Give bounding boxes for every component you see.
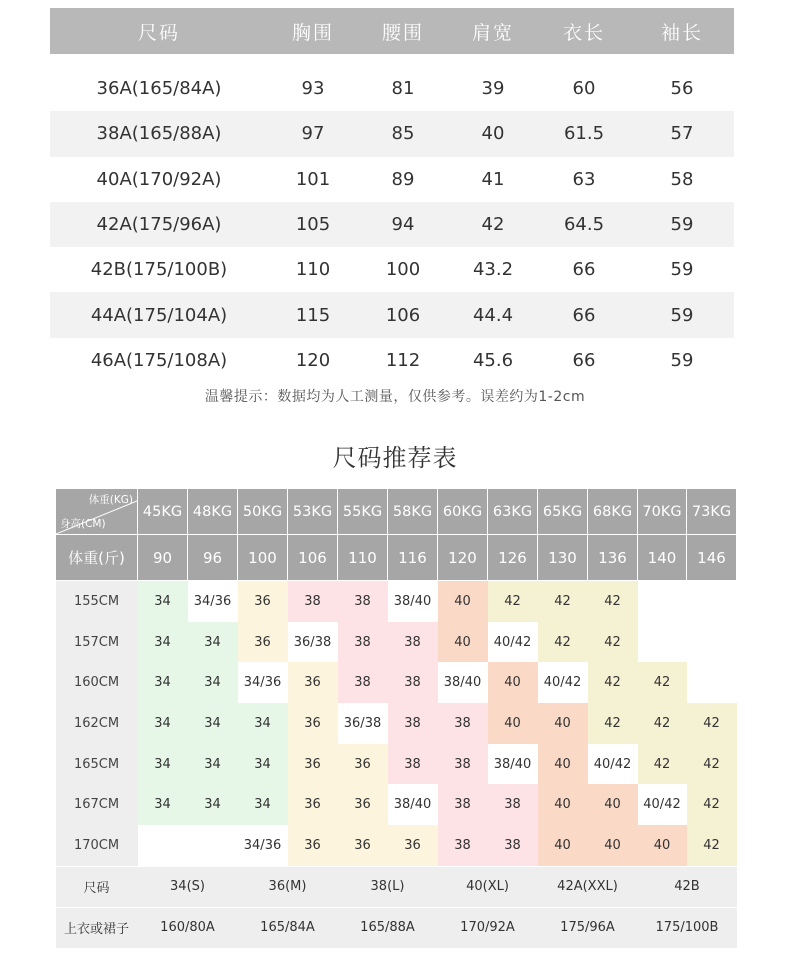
recommended-size-cell: 40 [438,622,488,663]
top-size-cell: 175/100B [638,907,737,948]
measurement-cell: 44.4 [448,292,538,337]
measurement-cell: 58 [670,168,694,190]
size-name-cell: 42A(XXL) [538,866,638,907]
recommended-size-cell: 40 [438,581,488,622]
recommended-size-cell: 36 [338,744,388,785]
recommended-size-cell: 34 [188,662,238,703]
recommended-size-cell [638,622,687,663]
measurement-cell: 85 [358,111,448,156]
height-row [56,662,737,703]
recommended-size-cell: 38 [488,784,538,825]
weight-kg-header: 55KG [338,489,388,535]
size-code-cell: 40A(170/92A) [96,168,222,190]
recommended-size-cell: 38/40 [388,784,438,825]
recommended-size-cell: 36 [338,784,388,825]
recommended-size-cell: 40/42 [588,744,638,785]
size-name-cell: 36(M) [238,866,338,907]
recommended-size-cell: 34 [238,744,288,785]
header-sleeve: 袖长 [630,8,734,54]
recommended-size-cell: 34 [138,581,188,622]
top-size-cell: 165/88A [338,907,438,948]
height-row [56,784,737,825]
tops-label-row [56,907,737,948]
size-code-cell: 44A(175/104A) [50,292,268,337]
size-table-row [50,247,734,292]
recommended-size-cell: 42 [687,744,737,785]
recommended-size-cell: 40 [588,784,638,825]
jin-label: 体重(斤) [56,535,138,581]
recommended-size-cell: 34/36 [238,662,288,703]
height-row [56,581,737,622]
measurement-cell: 59 [630,292,734,337]
weight-jin-header: 100 [238,535,288,581]
weight-kg-header: 65KG [538,489,588,535]
size-table-row [50,157,734,202]
recommended-size-cell: 34 [138,622,188,663]
recommended-size-cell: 34 [238,784,288,825]
measurement-cell: 93 [301,78,325,100]
weight-jin-header: 90 [138,535,188,581]
measurement-cell: 59 [670,259,694,281]
recommended-size-cell: 38 [388,744,438,785]
weight-jin-header: 136 [588,535,638,581]
recommended-size-cell: 38 [488,825,538,866]
recommended-size-cell: 38 [338,581,388,622]
recommended-size-cell: 34 [138,662,188,703]
size-table-row [50,111,734,156]
size-name-cell: 42B [638,866,737,907]
recommended-size-cell: 40 [588,825,638,866]
size-name-cell: 40(XL) [438,866,538,907]
size-code-cell: 46A(175/108A) [90,349,228,371]
recommended-size-cell: 38/40 [388,581,438,622]
size-table-row [50,66,734,111]
recommended-size-cell: 34/36 [188,581,238,622]
recommended-size-cell: 38 [438,744,488,785]
weight-jin-header: 110 [338,535,388,581]
measurement-note: 温馨提示：数据均为人工测量，仅供参考。误差约为1-2cm [204,389,586,405]
recommended-size-cell: 34 [188,703,238,744]
recommended-size-cell: 42 [638,703,687,744]
recommended-size-cell: 36 [288,784,338,825]
recommended-size-cell: 42 [588,662,638,703]
measurement-cell: 101 [295,168,331,190]
size-table-row [50,338,734,383]
recommendation-body [56,581,737,867]
size-table-body [50,54,734,383]
recommended-size-cell: 42 [588,622,638,663]
height-label: 162CM [56,703,138,744]
recommended-size-cell: 40/42 [538,662,588,703]
recommended-size-cell: 36 [288,703,338,744]
recommended-size-cell [687,662,737,703]
header-waist: 腰围 [358,8,448,54]
size-code-cell: 42B(175/100B) [90,259,228,281]
weight-kg-header: 48KG [188,489,238,535]
measurement-cell: 61.5 [538,111,630,156]
measurement-cell: 41 [481,168,505,190]
header-size: 尺码 [50,8,268,54]
top-size-cell: 160/80A [138,907,238,948]
size-code-cell: 38A(165/88A) [50,111,268,156]
weight-kg-header: 50KG [238,489,288,535]
measurement-cell: 112 [385,349,421,371]
height-label: 170CM [56,825,138,866]
recommended-size-cell: 34 [188,622,238,663]
recommended-size-cell: 40 [538,744,588,785]
weight-kg-header: 53KG [288,489,338,535]
recommended-size-cell: 42 [488,581,538,622]
measurement-cell: 66 [572,259,596,281]
recommended-size-cell: 34 [188,784,238,825]
weight-kg-header: 73KG [687,489,737,535]
measurement-cell: 81 [391,78,415,100]
header-length: 衣长 [538,8,630,54]
weight-jin-row [56,535,737,581]
recommended-size-cell: 40 [638,825,687,866]
recommended-size-cell: 38/40 [438,662,488,703]
size-code-cell: 36A(165/84A) [96,78,222,100]
recommended-size-cell: 40 [538,703,588,744]
height-label: 160CM [56,662,138,703]
measurement-cell: 63 [572,168,596,190]
size-table-row [50,202,734,247]
recommended-size-cell: 40/42 [488,622,538,663]
top-size-cell: 170/92A [438,907,538,948]
measurement-cell: 66 [572,349,596,371]
recommended-size-cell: 34 [238,703,288,744]
measurement-cell: 57 [630,111,734,156]
measurement-cell: 42 [448,202,538,247]
recommended-size-cell: 42 [638,744,687,785]
weight-kg-header: 63KG [488,489,538,535]
size-name-cell: 34(S) [138,866,238,907]
corner-height-label: 身高(CM) [60,518,106,530]
recommended-size-cell: 38/40 [488,744,538,785]
height-row [56,825,737,866]
measurement-cell: 106 [358,292,448,337]
measurement-cell: 94 [358,202,448,247]
recommended-size-cell: 38 [438,784,488,825]
measurement-cell: 40 [448,111,538,156]
recommended-size-cell: 36 [288,825,338,866]
size-table-row [50,292,734,337]
recommended-size-cell: 40/42 [638,784,687,825]
measurement-cell: 45.6 [472,349,514,371]
recommended-size-cell: 34 [188,744,238,785]
recommended-size-cell: 40 [488,662,538,703]
height-row [56,744,737,785]
size-name-cell: 38(L) [338,866,438,907]
weight-jin-header: 130 [538,535,588,581]
weight-jin-header: 120 [438,535,488,581]
weight-jin-header: 126 [488,535,538,581]
recommended-size-cell: 38 [338,662,388,703]
size-row-label: 尺码 [56,866,138,907]
recommended-size-cell: 42 [588,581,638,622]
recommended-size-cell: 38 [388,662,438,703]
recommended-size-cell: 36 [238,622,288,663]
recommended-size-cell: 40 [538,784,588,825]
measurement-cell: 60 [572,78,596,100]
header-chest: 胸围 [268,8,358,54]
measurement-cell: 120 [295,349,331,371]
recommended-size-cell: 36 [288,662,338,703]
measurement-cell: 105 [268,202,358,247]
recommended-size-cell: 36 [338,825,388,866]
recommended-size-cell: 42 [538,581,588,622]
recommended-size-cell: 38 [288,581,338,622]
recommended-size-cell: 36/38 [288,622,338,663]
recommended-size-cell: 38 [388,703,438,744]
tops-row-label: 上衣或裙子 [56,907,138,948]
recommended-size-cell: 42 [687,703,737,744]
recommended-size-cell: 34 [138,784,188,825]
top-size-cell: 165/84A [238,907,338,948]
recommended-size-cell [638,581,687,622]
weight-jin-header: 106 [288,535,338,581]
measurement-cell: 59 [630,202,734,247]
measurement-cell: 97 [268,111,358,156]
recommended-size-cell: 36 [288,744,338,785]
recommended-size-cell: 42 [687,825,737,866]
measurement-cell: 56 [670,78,694,100]
size-code-cell: 42A(175/96A) [50,202,268,247]
recommended-size-cell: 34 [138,744,188,785]
recommended-size-cell: 34 [138,703,188,744]
size-label-row [56,866,737,907]
weight-jin-header: 140 [638,535,687,581]
size-table-header-row [50,8,734,54]
corner-weight-label: 体重(KG) [88,494,133,506]
height-row [56,703,737,744]
size-spec-table [50,8,734,383]
recommended-size-cell [138,825,188,866]
measurement-cell: 59 [670,349,694,371]
height-label: 167CM [56,784,138,825]
measurement-cell: 89 [391,168,415,190]
weight-jin-header: 96 [188,535,238,581]
measurement-cell: 39 [481,78,505,100]
recommended-size-cell: 42 [538,622,588,663]
recommended-size-cell [687,581,737,622]
measurement-cell: 100 [385,259,421,281]
header-shoulder: 肩宽 [448,8,538,54]
weight-jin-header: 116 [388,535,438,581]
recommended-size-cell: 40 [538,825,588,866]
weight-jin-header: 146 [687,535,737,581]
weight-kg-row [56,489,737,535]
recommended-size-cell: 36 [388,825,438,866]
recommended-size-cell: 38 [438,703,488,744]
recommended-size-cell: 36 [238,581,288,622]
recommended-size-cell: 38 [438,825,488,866]
size-recommendation-table [55,488,737,948]
weight-kg-header: 58KG [388,489,438,535]
height-label: 157CM [56,622,138,663]
weight-kg-header: 45KG [138,489,188,535]
measurement-cell: 66 [538,292,630,337]
height-label: 165CM [56,744,138,785]
recommended-size-cell [188,825,238,866]
recommended-size-cell: 42 [588,703,638,744]
recommended-size-cell: 38 [338,622,388,663]
measurement-cell: 110 [295,259,331,281]
recommended-size-cell: 42 [638,662,687,703]
height-label: 155CM [56,581,138,622]
height-row [56,622,737,663]
weight-kg-header: 60KG [438,489,488,535]
weight-kg-header: 68KG [588,489,638,535]
recommended-size-cell [687,622,737,663]
measurement-cell: 43.2 [472,259,514,281]
recommended-size-cell: 38 [388,622,438,663]
measurement-cell: 115 [268,292,358,337]
recommended-size-cell: 34/36 [238,825,288,866]
recommendation-title: 尺码推荐表 [332,444,458,472]
corner-cell [56,489,138,535]
measurement-cell: 64.5 [538,202,630,247]
recommended-size-cell: 42 [687,784,737,825]
recommended-size-cell: 36/38 [338,703,388,744]
weight-kg-header: 70KG [638,489,687,535]
recommended-size-cell: 40 [488,703,538,744]
top-size-cell: 175/96A [538,907,638,948]
